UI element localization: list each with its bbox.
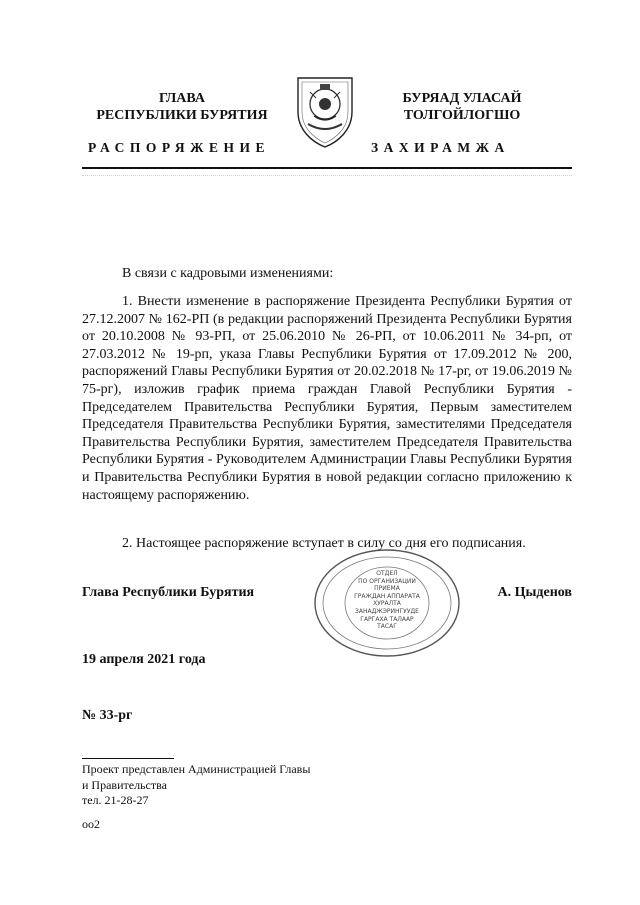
header-dotted-rule [82, 175, 572, 176]
seal-line: ГАРГАХА ТАЛААР [360, 615, 414, 623]
seal-line: ЗАНАДЖЭРИНГУУДЕ [355, 607, 419, 615]
footer-note [82, 762, 402, 832]
signatory-title: Глава Республики Бурятия [82, 585, 255, 600]
footer-line-2: и Правительства [82, 777, 167, 792]
paragraph-2: 2. Настоящее распоряжение вступает в силу со дня его подписания. [122, 536, 526, 551]
footer-code: оо2 [82, 816, 100, 831]
doc-type-left: РАСПОРЯЖЕНИЕ [88, 140, 271, 155]
coat-of-arms-icon [290, 72, 360, 150]
issuer-right-line2: ТОЛГОЙЛОГШО [403, 108, 521, 123]
document-date: 19 апреля 2021 года [82, 652, 206, 667]
issuer-right-line1: БУРЯАД УЛАСАЙ [402, 91, 522, 106]
seal-line: ГРАЖДАН АППАРАТА [354, 592, 420, 600]
seal-line: ПРИЕМА [374, 585, 400, 593]
paragraph-1: 1. Внести изменение в распоряжение Президента Республики Бурятия от 27.12.2007 № 162-РП (в редакции распоряжений Президента Республики Бурятия от 20.10.2008 № 93-РП, от 25.06.2010 № 26-РП, от 10.06.2011 № 34-рп, от 27.03.2012 № 19-рп, указа Главы Республики Бурятия от 17.09.2012 № 200, распоряжений Главы Республики Бурятия от 20.02.2018 № 17-рг, от 19.06.2019 № 75-рг), изложив график приема граждан Главой Республики Бурятия - Председателем Правительства Республики Бурятия, Первым заместителем Председателя Правительства Республики Бурятия, заместителями Председателя Правительства Республики Бурятия, заместителем Председателя Правительства Республики Бурятия - Руководителем Администрации Главы Республики Бурятия и Правительства Республики Бурятия в новой редакции согласно приложению к настоящему распоряжению. [82, 294, 572, 503]
issuer-left-line2: РЕСПУБЛИКИ БУРЯТИЯ [96, 108, 268, 123]
footer-rule [82, 758, 174, 759]
document-number: № 33-рг [82, 708, 133, 723]
footer-line-1: Проект представлен Администрацией Главы [82, 762, 311, 776]
issuer-right [362, 90, 562, 124]
signatory-name: А. Цыденов [497, 585, 572, 600]
issuer-left-line1: ГЛАВА [159, 91, 205, 106]
seal-line: ОТДЕЛ [376, 570, 398, 577]
issuer-left [82, 90, 282, 124]
official-seal-stamp [313, 548, 461, 658]
header-rule [82, 167, 572, 169]
intro-text: В связи с кадровыми изменениями: [122, 266, 334, 281]
seal-line: ХУРАЛТА [373, 600, 401, 608]
seal-line: ТАСАГ [377, 623, 397, 631]
footer-phone: тел. 21-28-27 [82, 793, 149, 807]
seal-line: ПО ОРГАНИЗАЦИИ [358, 577, 416, 585]
doc-type-right: ЗАХИРАМЖА [371, 140, 510, 155]
